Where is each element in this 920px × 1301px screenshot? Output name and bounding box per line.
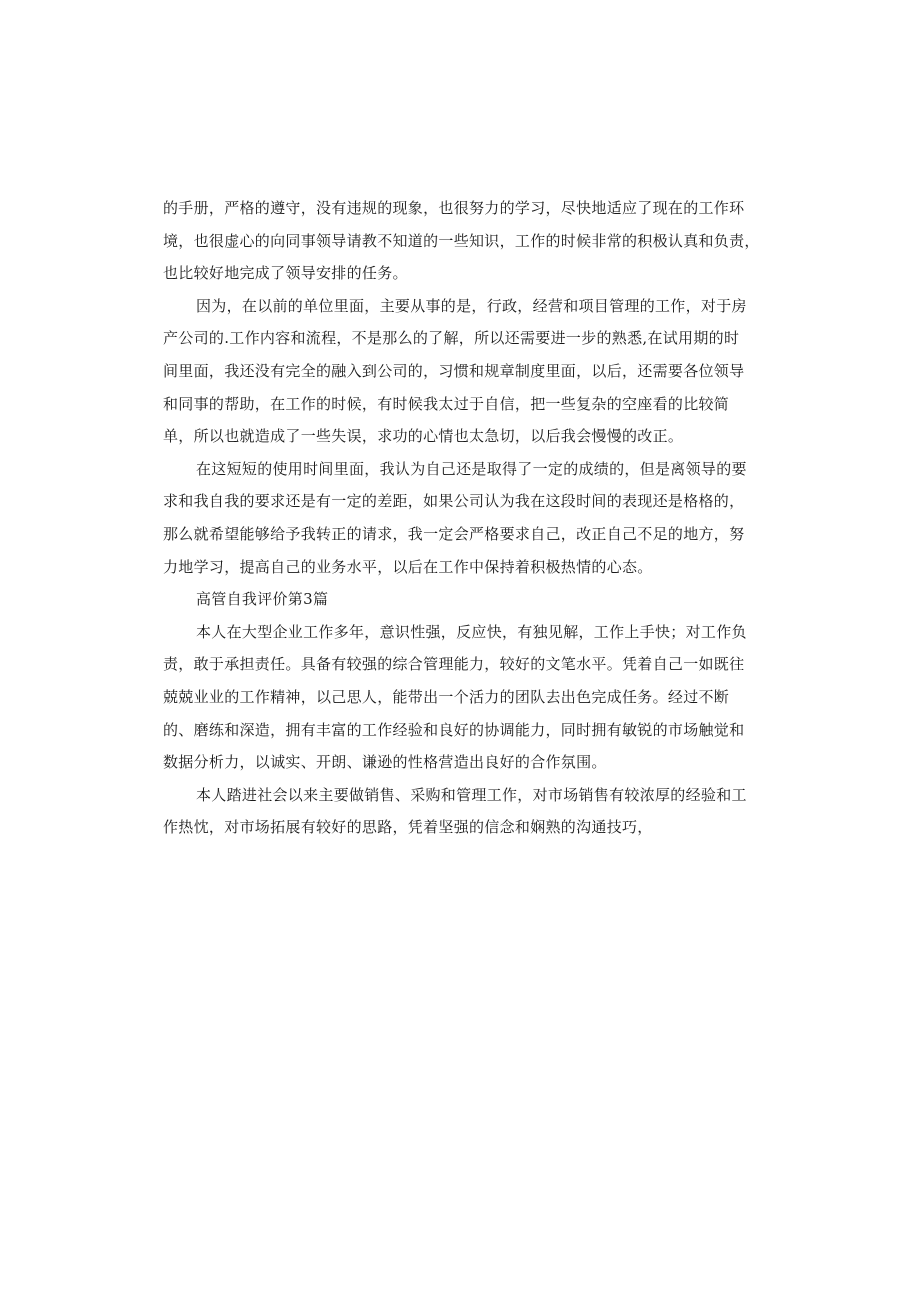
text-line: 因为，在以前的单位里面，主要从事的是，行政，经营和项目管理的工作，对于房 (196, 296, 747, 315)
text-line: 数据分析力，以诚实、开朗、谦逊的性格营造出良好的合作氛围。 (163, 753, 607, 772)
paragraph-4 (163, 616, 763, 779)
text-line: 求和我自我的要求还是有一定的差距，如果公司认为我在这段时间的表现还是格格的， (163, 492, 745, 511)
paragraph-1 (163, 192, 763, 290)
text-line: 产公司的.工作内容和流程，不是那么的了解，所以还需要进一步的熟悉,在试用期的时 (163, 329, 740, 348)
text-line: 本人在大型企业工作多年，意识性强，反应快，有独见解，工作上手快；对工作负 (196, 622, 747, 641)
paragraph-5 (163, 779, 763, 844)
section-heading: 高管自我评价第3篇 (196, 590, 329, 609)
text-line: 境，也很虚心的向同事领导请教不知道的一些知识，工作的时候非常的积极认真和负责， (163, 231, 760, 250)
paragraph-3 (163, 453, 763, 583)
text-line: 也比较好地完成了领导安排的任务。 (163, 264, 408, 283)
text-line: 力地学习，提高自己的业务水平，以后在工作中保持着积极热情的心态。 (163, 557, 653, 576)
text-line: 本人踏进社会以来主要做销售、采购和管理工作，对市场销售有较浓厚的经验和工 (196, 785, 747, 804)
text-line: 那么就希望能够给予我转正的请求，我一定会严格要求自己，改正自己不足的地方，努 (163, 524, 745, 543)
document-body (163, 192, 763, 844)
text-line: 的手册，严格的遵守，没有违规的现象，也很努力的学习，尽快地适应了现在的工作环 (163, 199, 745, 217)
text-line: 间里面，我还没有完全的融入到公司的，习惯和规章制度里面，以后，还需要各位领导 (163, 361, 745, 380)
text-line: 的、磨练和深造，拥有丰富的工作经验和良好的协调能力，同时拥有敏锐的市场触觉和 (163, 720, 745, 739)
text-line: 兢兢业业的工作精神，以己思人，能带出一个活力的团队去出色完成任务。经过不断 (163, 687, 730, 706)
text-line: 和同事的帮助，在工作的时候，有时候我太过于自信，把一些复杂的空座看的比较简 (163, 394, 730, 413)
text-line: 作热忱，对市场拓展有较好的思路，凭着坚强的信念和娴熟的沟通技巧， (163, 818, 653, 837)
text-line: 单，所以也就造成了一些失误，求功的心情也太急切，以后我会慢慢的改正。 (163, 427, 684, 446)
text-line: 责，敢于承担责任。具备有较强的综合管理能力，较好的文笔水平。凭着自己一如既往 (163, 655, 745, 674)
text-line: 在这短短的使用时间里面，我认为自己还是取得了一定的成绩的，但是离领导的要 (196, 459, 747, 478)
paragraph-2 (163, 290, 763, 453)
